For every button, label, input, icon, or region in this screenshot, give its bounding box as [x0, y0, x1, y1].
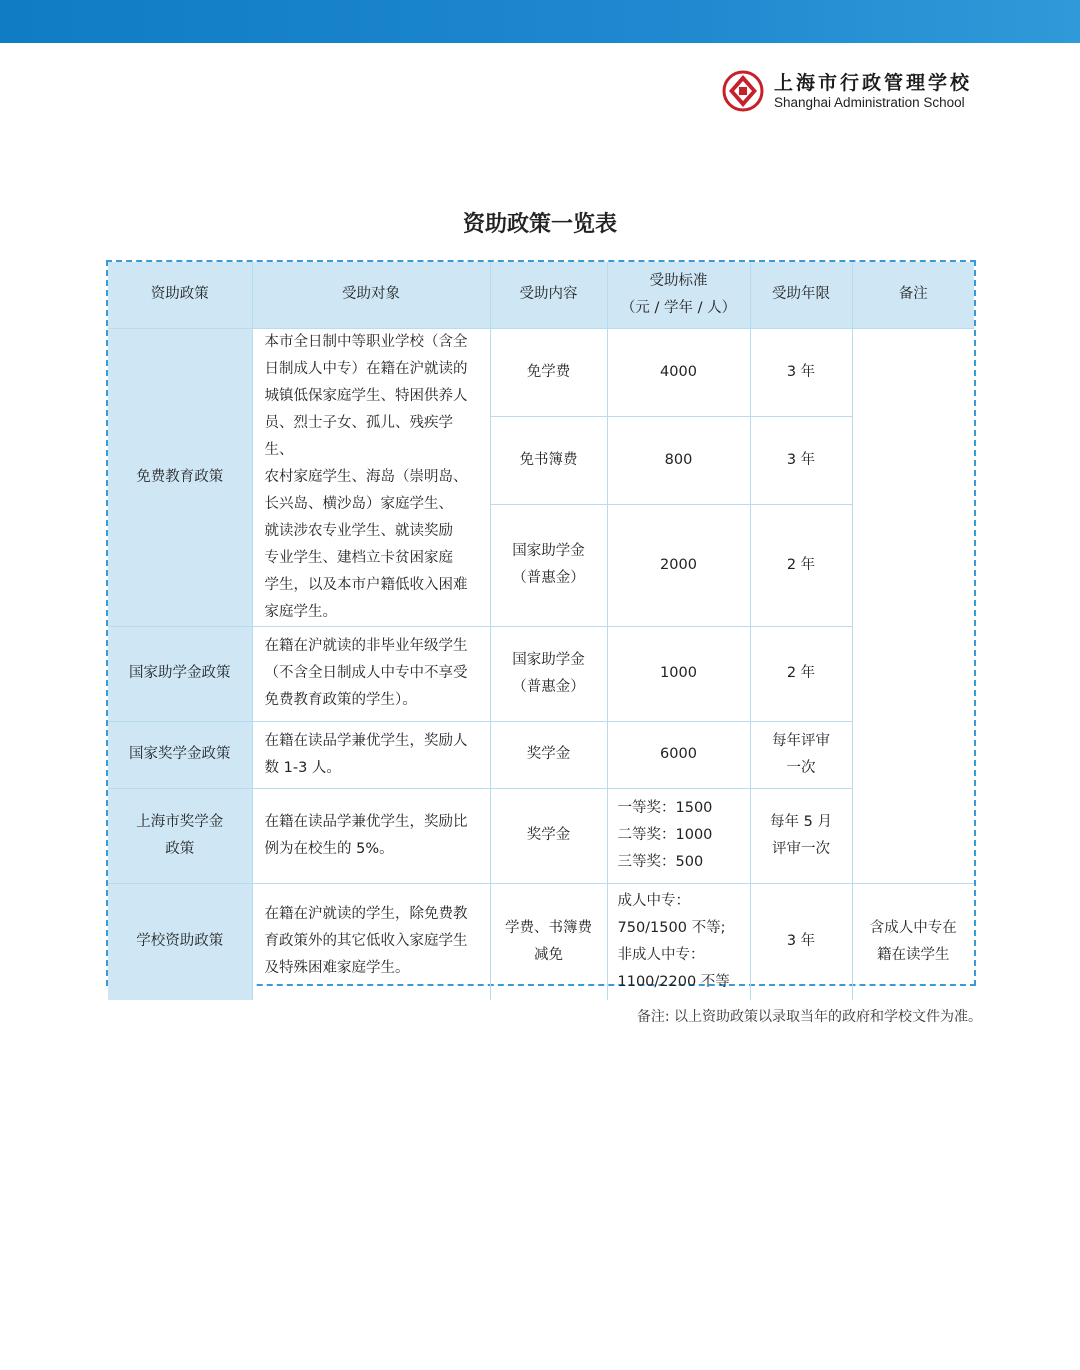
school-logo: [722, 68, 992, 116]
table-row: [108, 626, 974, 721]
school-name-cn: 上海市行政管理学校: [774, 72, 973, 94]
target-line: 免费教育政策的学生）。: [264, 692, 417, 708]
header-content: 受助内容: [490, 262, 607, 328]
target-line: 例为在校生的 5%。: [264, 840, 394, 857]
policy-line: 政策: [165, 840, 195, 857]
target-line: 在籍在沪就读的学生，除免费教: [264, 906, 468, 923]
target-line: 育政策外的其它低收入家庭学生: [264, 933, 468, 950]
policy-table-frame: [106, 260, 976, 990]
content-shanghai-scholarship: 奖学金: [490, 788, 607, 883]
years-line: 每年 5 月: [770, 813, 832, 830]
years-state-scholarship: [750, 721, 852, 788]
target-free-education: [252, 328, 490, 626]
school-emblem-icon: [722, 70, 764, 112]
target-line: 学生，以及本市户籍低收入困难: [264, 576, 468, 593]
target-line: 在籍在读品学兼优学生，奖励人: [264, 732, 468, 749]
years-shanghai-scholarship: [750, 788, 852, 883]
years-line: 一次: [786, 759, 816, 776]
table-row: [108, 883, 974, 1000]
target-line: 家庭学生。: [264, 603, 337, 620]
target-school-aid: [252, 883, 490, 1000]
target-line: 长兴岛、横沙岛）家庭学生、: [264, 495, 453, 512]
header-note: 备注: [852, 262, 974, 328]
target-line: 本市全日制中等职业学校（含全: [264, 333, 468, 350]
content-state-grant: [490, 626, 607, 721]
content-line: （普惠金）: [512, 570, 585, 587]
content-state-scholarship: 奖学金: [490, 721, 607, 788]
table-row: [108, 788, 974, 883]
content-book-waiver: 免书簿费: [490, 416, 607, 504]
target-line: 城镇低保家庭学生、特困供养人: [264, 387, 468, 404]
target-line: 专业学生、建档立卡贫困家庭: [264, 549, 453, 566]
header-policy: 资助政策: [108, 262, 252, 328]
target-state-grant: [252, 626, 490, 721]
standard-state-scholarship: 6000: [607, 721, 750, 788]
years-school-aid: 3 年: [750, 883, 852, 1000]
header-standard-line1: 受助标准: [649, 272, 708, 289]
target-line: 农村家庭学生、海岛（崇明岛、: [264, 468, 468, 485]
content-school-aid: [490, 883, 607, 1000]
table-header-row: [108, 262, 974, 328]
standard-shanghai-scholarship: [607, 788, 750, 883]
footnote: 备注: 以上资助政策以录取当年的政府和学校文件为准。: [636, 1009, 982, 1025]
standard-book-waiver: 800: [607, 416, 750, 504]
standard-line: 750/1500 不等;: [617, 919, 726, 936]
target-line: 及特殊困难家庭学生。: [264, 960, 410, 977]
standard-line: 二等奖：1000: [617, 827, 713, 843]
target-state-scholarship: [252, 721, 490, 788]
target-line: 就读涉农专业学生、就读奖励: [264, 522, 453, 539]
policy-table: [108, 262, 974, 1000]
standard-state-grant: 1000: [607, 626, 750, 721]
note-line: 籍在读学生: [877, 946, 950, 963]
content-line: 学费、书簿费: [505, 919, 592, 936]
years-book-waiver: 3 年: [750, 416, 852, 504]
header-standard: [607, 262, 750, 328]
note-school-aid: [852, 883, 974, 1000]
standard-line: 1100/2200 不等: [617, 973, 730, 990]
content-tuition-waiver: 免学费: [490, 328, 607, 416]
page-title: 资助政策一览表: [462, 211, 617, 237]
header-target: 受助对象: [252, 262, 490, 328]
standard-line: 一等奖：1500: [617, 800, 713, 816]
top-banner-bar: [0, 0, 1080, 43]
standard-school-aid: [607, 883, 750, 1000]
target-line: 数 1-3 人。: [264, 759, 341, 776]
content-line: 国家助学金: [512, 543, 585, 560]
policy-line: 上海市奖学金: [136, 813, 224, 830]
content-line: 国家助学金: [512, 651, 585, 668]
content-general-grant: [490, 504, 607, 626]
target-line: 在籍在沪就读的非毕业年级学生: [264, 638, 468, 654]
policy-state-scholarship: 国家奖学金政策: [108, 721, 252, 788]
years-state-grant: 2 年: [750, 626, 852, 721]
policy-free-education: 免费教育政策: [108, 328, 252, 626]
years-line: 每年评审: [772, 732, 830, 749]
policy-shanghai-scholarship: [108, 788, 252, 883]
policy-state-grant: 国家助学金政策: [108, 626, 252, 721]
target-line: 在籍在读品学兼优学生，奖励比: [264, 813, 468, 830]
target-shanghai-scholarship: [252, 788, 490, 883]
policy-school-aid: 学校资助政策: [108, 883, 252, 1000]
header-years: 受助年限: [750, 262, 852, 328]
content-line: 减免: [534, 946, 563, 963]
standard-line: 三等奖：500: [617, 854, 704, 870]
content-line: （普惠金）: [512, 678, 585, 695]
years-line: 评审一次: [772, 840, 830, 857]
target-line: 日制成人中专）在籍在沪就读的: [264, 360, 468, 377]
standard-general-grant: 2000: [607, 504, 750, 626]
note-empty: [852, 328, 974, 883]
years-tuition-waiver: 3 年: [750, 328, 852, 416]
table-row: [108, 721, 974, 788]
header-standard-line2: （元 / 学年 / 人）: [620, 299, 737, 316]
standard-line: 非成人中专：: [617, 946, 705, 963]
note-line: 含成人中专在: [869, 919, 957, 936]
table-row: [108, 328, 974, 416]
target-line: 员、烈士子女、孤儿、残疾学生、: [264, 414, 453, 458]
years-general-grant: 2 年: [750, 504, 852, 626]
standard-line: 成人中专：: [617, 892, 690, 909]
standard-tuition-waiver: 4000: [607, 328, 750, 416]
school-name-en: Shanghai Administration School: [774, 95, 965, 110]
target-line: （不含全日制成人中专中不享受: [264, 665, 468, 681]
